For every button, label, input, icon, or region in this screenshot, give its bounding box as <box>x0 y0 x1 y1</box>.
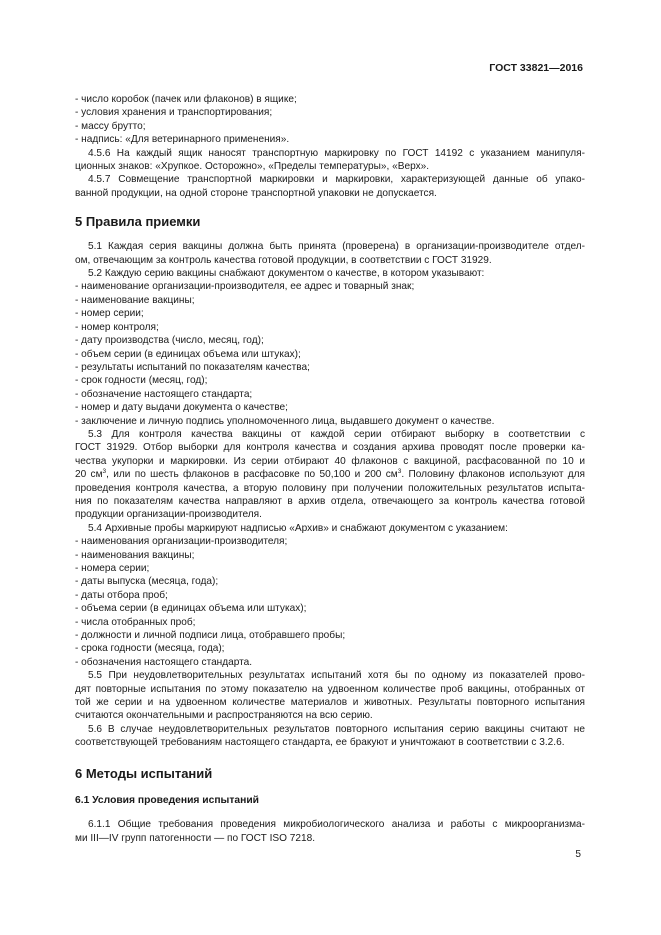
list-item: - результаты испытаний по показателям качества; <box>75 361 310 373</box>
list-item: - срока годности (месяца, года); <box>75 643 225 655</box>
list-item: - наименования организации-производителя; <box>75 536 288 548</box>
list-item: - номер серии; <box>75 308 144 320</box>
list-item: - номер и дату выдачи документа о качестве; <box>75 402 288 414</box>
paragraph-5-6-cont: соответствующей требованиям настоящего стандарта, ее бракуют и уничтожают в соответствии с 3.2.6. <box>75 737 565 749</box>
paragraph-5-1-cont: ом, отвечающим за контроль качества готовой продукции, в соответствии с ГОСТ 31929. <box>75 254 492 266</box>
page-content <box>75 93 585 845</box>
document-header: ГОСТ 33821—2016 <box>489 62 583 74</box>
paragraph-4-5-7-cont: ванной продукции, на одной стороне транспортной упаковки не допускается. <box>75 187 437 199</box>
page-number: 5 <box>575 849 581 860</box>
list-item: - число коробок (пачек или флаконов) в ящике; <box>75 94 297 105</box>
subsection-6-1-title: 6.1 Условия проведения испытаний <box>75 794 260 806</box>
paragraph-6-1-1: 6.1.1 Общие требования проведения микробиологического анализа и работы с микроорганизма- <box>88 819 585 831</box>
paragraph-5-5: 5.5 При неудовлетворительных результатах испытаний хотя бы по одному из показателей прово- <box>88 670 585 682</box>
paragraph-5-3-cont: продукции организации-производителя. <box>75 509 262 521</box>
list-item: - массу брутто; <box>75 120 146 132</box>
paragraph-5-1: 5.1 Каждая серия вакцины должна быть принята (проверена) в организации-производителе отдел- <box>88 241 585 253</box>
paragraph-5-3-cont <box>75 468 585 481</box>
paragraph-5-3: 5.3 Для контроля качества вакцины от каждой серии отбирают выборку в соответствии с <box>88 428 585 440</box>
list-item: - даты выпуска (месяца, года); <box>75 576 219 588</box>
section-5-title: 5 Правила приемки <box>75 214 201 230</box>
paragraph-4-5-6-cont: ционных знаков: «Хрупкое. Осторожно», «Пределы температуры», «Верх». <box>75 161 430 173</box>
list-item: - наименование вакцины; <box>75 294 195 306</box>
list-item: - дату производства (число, месяц, год); <box>75 335 264 347</box>
list-item: - заключение и личную подпись уполномоченного лица, выдавшего документ о качестве. <box>75 415 495 427</box>
list-item: - обозначения настоящего стандарта. <box>75 656 253 668</box>
paragraph-5-2: 5.2 Каждую серию вакцины снабжают документом о качестве, в котором указывают: <box>88 268 485 280</box>
text-run: . Половину флаконов используют для <box>401 469 585 481</box>
list-item: - обозначение настоящего стандарта; <box>75 388 253 400</box>
list-item: - объема серии (в единицах объема или штуках); <box>75 603 307 615</box>
list-item: - номера серии; <box>75 563 150 574</box>
paragraph-5-3-cont: ГОСТ 31929. Отбор выборки для контроля качества и создания архива проводят после проверки ка- <box>75 442 585 454</box>
superscript: 3 <box>397 468 402 476</box>
paragraph-5-3-cont: чества укупорки и маркировки. Из серии отбирают 40 флаконов с вакциной, расфасованной по 10 и <box>75 455 585 467</box>
list-item: - срок годности (месяц, год); <box>75 375 208 387</box>
superscript: 3 <box>102 468 107 476</box>
paragraph-6-1-1-cont: ми III—IV групп патогенности — по ГОСТ ISO 7218. <box>75 832 316 844</box>
text-run: , или по шесть флаконов в расфасовке по 50,100 и 200 см <box>106 469 398 481</box>
text-run: 20 см <box>75 469 103 481</box>
paragraph-5-5-cont: дят повторные испытания по этому показателю на удвоенном количестве проб вакцины, отобранных от <box>75 683 585 695</box>
list-item: - должности и личной подписи лица, отобравшего пробы; <box>75 630 346 642</box>
list-item: - объем серии (в единицах объема или штуках); <box>75 348 301 360</box>
list-item: - даты отбора проб; <box>75 589 168 601</box>
paragraph-4-5-6: 4.5.6 На каждый ящик наносят транспортную маркировку по ГОСТ 14192 с указанием манипуля- <box>88 147 585 159</box>
paragraph-5-5-cont: считаются окончательными и распространяются на всю серию. <box>75 710 373 722</box>
paragraph-5-5-cont: той же серии и на удвоенном количестве материалов и животных. Результаты повторного испытания <box>75 697 585 709</box>
list-item: - номер контроля; <box>75 321 159 333</box>
paragraph-5-4: 5.4 Архивные пробы маркируют надписью «Архив» и снабжают документом с указанием: <box>88 522 508 534</box>
paragraph-5-6: 5.6 В случае неудовлетворительных результатов повторного испытания серию вакцины считают не <box>88 723 585 735</box>
paragraph-5-3-cont: проведения контроля качества, а вторую половину при получении положительных результатов испыта- <box>75 482 585 494</box>
list-item: - наименования вакцины; <box>75 549 195 561</box>
list-item: - наименование организации-производителя, ее адрес и товарный знак; <box>75 281 415 293</box>
list-item: - надпись: «Для ветеринарного применения». <box>75 134 290 146</box>
section-6-title: 6 Методы испытаний <box>75 765 213 781</box>
list-item: - условия хранения и транспортирования; <box>75 107 273 119</box>
paragraph-5-3-cont: ния по показателям качества направляют в архив отдела, отвечающего за контроль качества готовой <box>75 495 585 507</box>
list-item: - числа отобранных проб; <box>75 616 196 628</box>
paragraph-4-5-7: 4.5.7 Совмещение транспортной маркировки и маркировки, характеризующей данные об упако- <box>88 174 585 186</box>
